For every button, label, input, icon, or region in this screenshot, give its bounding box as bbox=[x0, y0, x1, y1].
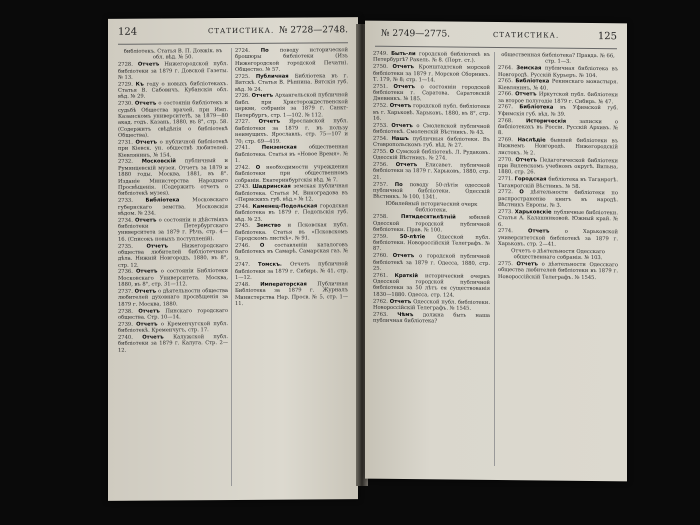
bibliography-entry: 2737. Отчетъ о дѣятельности общества любителей духовнаго просвѣщенія за 1879 г. Москва, 1880. bbox=[118, 288, 228, 308]
bibliography-entry: 2763. Чѣмъ должна быть наша публичная библіотека? bbox=[373, 311, 490, 325]
bibliography-entry: 2739. Отчетъ о Кременчугской публ. библіотекѣ. Кременчугъ, стр. 17. bbox=[118, 320, 228, 334]
bibliography-entry: 2773. Харьковскіе публичные библіотеки. Статья А. Калашниковой. Южный край. № 6. bbox=[498, 208, 618, 228]
bibliography-entry: 2768. Историческія записки о библіотекахъ въ Россіи. Русскій Архивъ. № 8. bbox=[498, 117, 618, 137]
bibliography-entry: 2759. 50-лѣтіе Одесской публ. библіотеки. Новороссійскій Телеграфъ. № 87. bbox=[373, 233, 490, 253]
bibliography-entry: 2738. Отчетъ Пинскаго городскаго общества. Стр. 10—14. bbox=[118, 307, 228, 321]
bibliography-entry: 2754. Нашъ публичныя библіотеки. Въ Ставропольскомъ губ. вѣд. № 27. bbox=[373, 135, 490, 149]
bibliography-entry: 2749. Быть-ли городской библіотекѣ въ Петербургѣ? Ракель. № 8. (Порт. ст.). bbox=[373, 50, 490, 65]
right-page bbox=[365, 21, 627, 482]
bibliography-entry: общественная библіотека? Правда. № 66, стр. 1—3. bbox=[501, 52, 615, 66]
bibliography-entry: 2752. Отчетъ городской публ. библіотеки въ г. Харьковѣ. Харьковъ, 1880, въ 8°, стр. 16. bbox=[373, 102, 490, 122]
bibliography-entry: 2726. Отчетъ Архангельской публичной библ. при Христорождественской церкви, собранія за 1879 г. Санкт-Петербургъ, стр. 1—102. № 112. bbox=[235, 92, 348, 119]
header-rule bbox=[118, 42, 348, 45]
running-title: СТАТИСТИКА. bbox=[493, 30, 560, 40]
bibliography-entry: 2761. Краткій исторический очеркъ Одесской городской публичной библіотеки за 50 лѣтъ ея существованія 1830—1880. Одесса, стр. 124. bbox=[373, 272, 490, 299]
bibliography-entry: 2741. Пензенская общественная библіотека. Статья въ «Новое Время». № 1. bbox=[235, 144, 348, 165]
page-number: 125 bbox=[597, 31, 617, 43]
bibliography-entry: 2735. Отчетъ Нижегородскаго общества любителей библіотечнаго дѣла. Нижній Новгородъ, 1880, въ 8°, стр. 12. bbox=[118, 242, 228, 269]
bibliography-entry: 2762. Отчетъ Одесской публ. библіотеки. Новороссійскій Телеграфъ. № 1545. bbox=[373, 298, 490, 312]
bibliography-entry: 2744. Каменец-Подольская городская библіотека въ 1879 г. Подольскія губ. вѣд. № 23. bbox=[235, 203, 348, 223]
bibliography-entry: 2756. Отчетъ Елисавет. публичной библіотеки за 1879 г. Харьковъ, 1880, стр. 21. bbox=[373, 161, 490, 181]
bibliography-entry: 2758. Пятидесятилѣтній юбилей Одесской городской публичной библіотеки. Прав. № 100. bbox=[373, 213, 490, 234]
bibliography-entry: 2724. По поводу исторической брошюры библіотеки (Изъ Нижегородской городской Печати). Общество. № 57. bbox=[235, 47, 348, 74]
bibliography-entry: 2732. Московскій публичный и Румянцевскій музеи. Отчетъ за 1879 и 1880 годы. Москва, 1881, въ 8°. Изданіе Министерства Народнаго Просвѣщенія. (Содержитъ отчетъ о библіотекѣ музея). bbox=[118, 158, 228, 198]
bibliography-entry: Юбилейный исторический очерк библіотеки. bbox=[385, 200, 478, 214]
left-column-1 bbox=[118, 48, 228, 491]
bibliography-entry: 2746. О составленіи каталоговъ библіотекъ въ Самарѣ. Самарская газ. № 9. bbox=[235, 242, 348, 262]
bibliography-entry: 2748. Императорская Публичная Библіотека за 1879 г. Журналъ Министерства Нар. Просв. № 5, стр. 1—11. bbox=[235, 281, 348, 308]
entry-range: № 2749—2775. bbox=[381, 28, 451, 40]
bibliography-entry: 2774. Отчетъ о Харьковской университетской библіотекѣ за 1879 г. Харьковъ, стр. 2—41. bbox=[498, 228, 618, 248]
bibliography-entry: 2742. О необходимости учреждения библіотеки при общественномъ собраніи. Екатеринбургскія вѣд. № 7. bbox=[235, 163, 348, 184]
left-page-header bbox=[118, 25, 348, 43]
left-page bbox=[108, 17, 358, 501]
right-page-header bbox=[375, 29, 617, 48]
page-number: 124 bbox=[118, 26, 138, 38]
bibliography-entry: 2769. Наслѣдіе бывшей библіотеки въ Нижнемъ Новгородѣ. Нижегородскій листокъ. № 2. bbox=[498, 137, 618, 157]
right-column-1 bbox=[373, 51, 490, 470]
entry-range: № 2728—2748. bbox=[278, 25, 348, 36]
bibliography-entry: 2731. Отчетъ о публичной библіотекѣ при Кіевск. ун. обществѣ любителей. Кіевлянинъ, № 154. bbox=[118, 138, 228, 159]
bibliography-entry: 2745. Земство и Псковская публ. библіотека. Статья въ «Псковскомъ Городскомъ листкѣ». № 91. bbox=[235, 222, 348, 243]
bibliography-entry: 2740. Отчетъ Калужской публ. библіотеки за 1879 г. Калуга. Стр. 2—12. bbox=[118, 333, 228, 354]
bibliography-entry: Отчетъ о дѣятельности Одесскаго общественнаго собранія. № 103. bbox=[511, 247, 605, 262]
bibliography-entry: 2753. Отчетъ о Смоленской публичной библіотекѣ. Смоленскій Вѣстникъ. № 43. bbox=[373, 122, 490, 136]
bibliography-entry: 2770. Отчетъ Педагогической библіотеки при Виленскомъ учебномъ округѣ. Вильна, 1880, стр. 26. bbox=[498, 156, 618, 176]
bibliography-entry: 2772. О дѣятельности библіотеки по распространенію книгъ въ народѣ. Вѣстникъ Европы. № 3. bbox=[498, 189, 618, 209]
running-title: СТАТИСТИКА. bbox=[208, 26, 275, 36]
bibliography-entry: 2767. Библіотека въ Уфимской губ. Уфимскія губ. вѣд. № 39. bbox=[498, 104, 618, 118]
bibliography-entry: 2775. Отчетъ о дѣятельности Одесскаго общества любителей библіотеки въ 1879 г. Новороссійскій Телеграфъ. № 1545. bbox=[498, 260, 618, 281]
bibliography-entry: 2736. Отчетъ о состояніи Библіотеки Московскаго Университета. Москва, 1880, въ 8°, стр. 31—112. bbox=[118, 268, 228, 289]
bibliography-entry: 2755. О Сумской библіотекѣ. Л. Рудаковъ. Одесскій Вѣстникъ. № 274. bbox=[373, 148, 490, 162]
bibliography-entry: 2766. Отчетъ Иркутской публ. библіотеки за второе полугодіе 1879 г. Сибирь. № 47. bbox=[498, 91, 618, 105]
bibliography-entry: 2764. Земская публичная библіотека въ Новгородѣ. Русскій Курьеръ. № 104. bbox=[498, 65, 618, 79]
bibliography-entry: 2734. Отчетъ о состояніи и дѣйствіяхъ библіотеки Петербургскаго университета за 1879 г. Рѣчь, стр. 4—16. (Списокъ новыхъ поступленій). bbox=[118, 216, 228, 243]
bibliography-entry: 2727. Отчетъ Ярославской публ. библіотеки за 1879 г. въ пользу неимущихъ. Ярославль, стр. 75—107 и 70; стр. 69—419. bbox=[235, 118, 348, 145]
left-column-2 bbox=[235, 47, 348, 490]
column-divider bbox=[231, 48, 232, 486]
bibliography-entry: библіотекъ. Статья В. П. Довжік. въ обл. вѣд. № 50. bbox=[123, 48, 223, 61]
bibliography-entry: 2743. Шадринская земская публичная библіотека. Статья М. Виноградова въ «Пермскихъ губ. вѣд.» № 12. bbox=[235, 183, 348, 204]
bibliography-entry: 2729. Къ году о новыхъ библіотекахъ. Статья В. Сабовичъ. Кубанскія обл. вѣд. № 29. bbox=[118, 80, 228, 101]
bibliography-entry: 2757. По поводу 50-лѣтія одесской публичной библіотеки. Одесскій Вѣстникъ. № 100, 1341. bbox=[373, 181, 490, 201]
bibliography-entry: 2730. Отчетъ о состояніи библіотекъ и судьбѣ Общества врачей, при Имп. Казанскомъ университетѣ, за 1879—80 акад. годъ. Казань, 1880, въ 8°, стр. 58. (Содержитъ свѣдѣнія о библіотекѣ Общества). bbox=[118, 100, 228, 139]
column-divider bbox=[494, 52, 495, 466]
bibliography-entry: 2771. Городская библіотека въ Таганрогѣ. Таганрогскій Вѣстникъ. № 58. bbox=[498, 176, 618, 190]
bibliography-entry: 2750. Отчетъ Кронштадтской морской библіотеки за 1879 г. Морской Сборникъ. Т. 179, № 8; стр. 1—14. bbox=[373, 63, 490, 84]
bibliography-entry: 2725. Публичная Библіотека въ г. Вятскѣ. Статья В. Рѣпнина. Вятскія губ. вѣд. № 24. bbox=[235, 73, 348, 93]
bibliography-entry: 2728. Отчетъ Нижегородской публ. библіотеки за 1879 г. Довской Газеты. № 13. bbox=[118, 61, 228, 81]
bibliography-entry: 2760. Отчетъ о городской публичной библіотекѣ за 1879 г. Одесса, 1880, стр. 25. bbox=[373, 252, 490, 272]
bibliography-entry: 2765. Библіотека Рекинскаго монастыря. Кіевлянинъ, № 40. bbox=[498, 78, 618, 92]
bibliography-entry: 2733. Библіотека Московскаго губернскаго земства. Московскія вѣдом. № 234. bbox=[118, 197, 228, 217]
right-column-2 bbox=[498, 52, 618, 471]
bibliography-entry: 2751. Отчетъ о состояніи городской библіотеки г. Саратова. Саратовскій Дневникъ. № 185. bbox=[373, 83, 490, 103]
bibliography-entry: 2747. Томскъ. Отчетъ публичной библіотеки за 1879 г. Сибирь. № 41, стр. 1—12. bbox=[235, 261, 348, 282]
